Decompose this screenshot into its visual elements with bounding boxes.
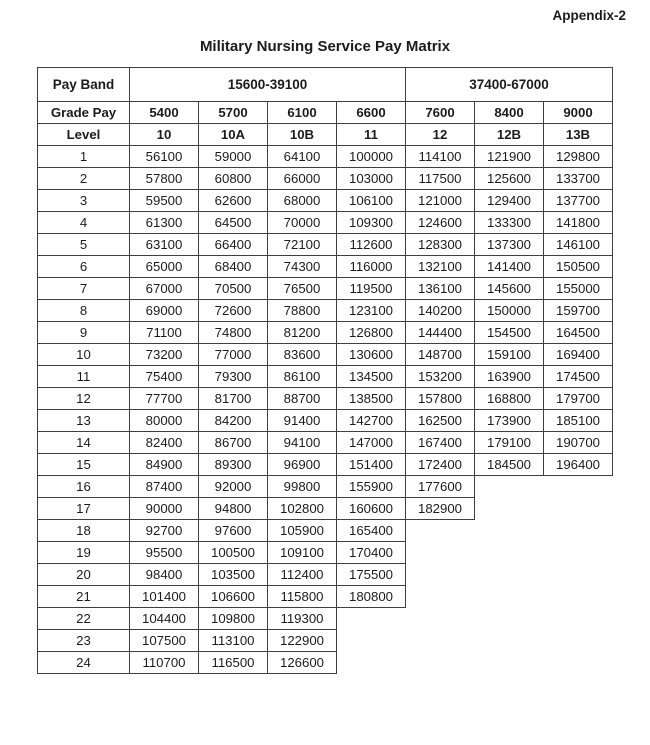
pay-cell: 72600 — [199, 300, 268, 322]
level-column-label: 11 — [337, 124, 406, 146]
empty-cell — [544, 520, 613, 542]
pay-cell: 179700 — [544, 388, 613, 410]
pay-cell: 91400 — [268, 410, 337, 432]
pay-cell: 63100 — [130, 234, 199, 256]
pay-cell: 100500 — [199, 542, 268, 564]
table-row — [38, 454, 613, 476]
pay-cell: 106100 — [337, 190, 406, 212]
pay-cell: 70000 — [268, 212, 337, 234]
pay-cell: 59000 — [199, 146, 268, 168]
pay-cell: 165400 — [337, 520, 406, 542]
pay-cell: 159700 — [544, 300, 613, 322]
pay-cell: 117500 — [406, 168, 475, 190]
level-column-label: 13B — [544, 124, 613, 146]
pay-cell: 170400 — [337, 542, 406, 564]
table-row — [38, 388, 613, 410]
table-row — [38, 630, 613, 652]
empty-cell — [337, 608, 406, 630]
pay-cell: 84200 — [199, 410, 268, 432]
pay-cell: 153200 — [406, 366, 475, 388]
table-row — [38, 498, 613, 520]
pay-cell: 76500 — [268, 278, 337, 300]
grade-pay-value: 6100 — [268, 102, 337, 124]
pay-cell: 150500 — [544, 256, 613, 278]
pay-cell: 147000 — [337, 432, 406, 454]
pay-cell: 86700 — [199, 432, 268, 454]
pay-cell: 95500 — [130, 542, 199, 564]
pay-cell: 164500 — [544, 322, 613, 344]
pay-cell: 132100 — [406, 256, 475, 278]
pay-cell: 172400 — [406, 454, 475, 476]
pay-cell: 57800 — [130, 168, 199, 190]
level-column-label: 12 — [406, 124, 475, 146]
level-cell: 21 — [38, 586, 130, 608]
pay-cell: 173900 — [475, 410, 544, 432]
empty-cell — [406, 564, 475, 586]
pay-cell: 142700 — [337, 410, 406, 432]
pay-cell: 79300 — [199, 366, 268, 388]
pay-cell: 92700 — [130, 520, 199, 542]
level-cell: 16 — [38, 476, 130, 498]
pay-band-header: Pay Band — [38, 68, 130, 102]
pay-cell: 103500 — [199, 564, 268, 586]
table-row — [38, 432, 613, 454]
grade-pay-value: 5400 — [130, 102, 199, 124]
level-cell: 3 — [38, 190, 130, 212]
pay-cell: 62600 — [199, 190, 268, 212]
pay-cell: 150000 — [475, 300, 544, 322]
pay-cell: 121000 — [406, 190, 475, 212]
pay-cell: 115800 — [268, 586, 337, 608]
level-header: Level — [38, 124, 130, 146]
pay-cell: 155000 — [544, 278, 613, 300]
pay-cell: 75400 — [130, 366, 199, 388]
pay-cell: 121900 — [475, 146, 544, 168]
pay-cell: 138500 — [337, 388, 406, 410]
pay-cell: 123100 — [337, 300, 406, 322]
level-cell: 8 — [38, 300, 130, 322]
page-title: Military Nursing Service Pay Matrix — [199, 38, 451, 55]
pay-cell: 81200 — [268, 322, 337, 344]
pay-cell: 109800 — [199, 608, 268, 630]
pay-cell: 106600 — [199, 586, 268, 608]
table-row — [38, 608, 613, 630]
pay-cell: 103000 — [337, 168, 406, 190]
pay-cell: 94100 — [268, 432, 337, 454]
pay-cell: 99800 — [268, 476, 337, 498]
pay-cell: 109300 — [337, 212, 406, 234]
empty-cell — [406, 652, 475, 674]
pay-cell: 107500 — [130, 630, 199, 652]
pay-cell: 102800 — [268, 498, 337, 520]
empty-cell — [475, 498, 544, 520]
table-row — [38, 542, 613, 564]
pay-cell: 145600 — [475, 278, 544, 300]
pay-cell: 96900 — [268, 454, 337, 476]
pay-cell: 174500 — [544, 366, 613, 388]
pay-cell: 141400 — [475, 256, 544, 278]
empty-cell — [544, 608, 613, 630]
level-cell: 13 — [38, 410, 130, 432]
table-row — [38, 322, 613, 344]
empty-cell — [544, 498, 613, 520]
pay-cell: 92000 — [199, 476, 268, 498]
pay-cell: 141800 — [544, 212, 613, 234]
pay-cell: 169400 — [544, 344, 613, 366]
grade-pay-value: 8400 — [475, 102, 544, 124]
pay-cell: 185100 — [544, 410, 613, 432]
pay-cell: 119300 — [268, 608, 337, 630]
table-row — [38, 344, 613, 366]
grade-pay-row — [38, 102, 613, 124]
level-cell: 10 — [38, 344, 130, 366]
level-cell: 17 — [38, 498, 130, 520]
pay-cell: 140200 — [406, 300, 475, 322]
pay-cell: 116500 — [199, 652, 268, 674]
pay-cell: 64100 — [268, 146, 337, 168]
empty-cell — [475, 476, 544, 498]
empty-cell — [475, 564, 544, 586]
level-cell: 18 — [38, 520, 130, 542]
pay-cell: 89300 — [199, 454, 268, 476]
level-column-label: 10A — [199, 124, 268, 146]
pay-cell: 77700 — [130, 388, 199, 410]
pay-cell: 68400 — [199, 256, 268, 278]
empty-cell — [544, 476, 613, 498]
empty-cell — [406, 520, 475, 542]
level-cell: 22 — [38, 608, 130, 630]
pay-cell: 180800 — [337, 586, 406, 608]
pay-cell: 104400 — [130, 608, 199, 630]
pay-cell: 71100 — [130, 322, 199, 344]
pay-table-body — [38, 146, 613, 674]
level-cell: 19 — [38, 542, 130, 564]
pay-cell: 160600 — [337, 498, 406, 520]
table-row — [38, 212, 613, 234]
pay-cell: 128300 — [406, 234, 475, 256]
pay-band-2: 37400-67000 — [406, 68, 613, 102]
empty-cell — [406, 542, 475, 564]
pay-cell: 73200 — [130, 344, 199, 366]
empty-cell — [337, 652, 406, 674]
empty-cell — [475, 608, 544, 630]
empty-cell — [544, 652, 613, 674]
pay-cell: 146100 — [544, 234, 613, 256]
pay-cell: 137300 — [475, 234, 544, 256]
empty-cell — [475, 630, 544, 652]
pay-cell: 83600 — [268, 344, 337, 366]
pay-cell: 126600 — [268, 652, 337, 674]
table-row — [38, 564, 613, 586]
empty-cell — [475, 542, 544, 564]
pay-cell: 136100 — [406, 278, 475, 300]
pay-cell: 60800 — [199, 168, 268, 190]
pay-cell: 94800 — [199, 498, 268, 520]
pay-cell: 155900 — [337, 476, 406, 498]
table-row — [38, 234, 613, 256]
pay-cell: 81700 — [199, 388, 268, 410]
pay-cell: 113100 — [199, 630, 268, 652]
level-cell: 23 — [38, 630, 130, 652]
pay-cell: 74300 — [268, 256, 337, 278]
level-cell: 12 — [38, 388, 130, 410]
table-row — [38, 168, 613, 190]
pay-cell: 101400 — [130, 586, 199, 608]
level-cell: 2 — [38, 168, 130, 190]
pay-cell: 130600 — [337, 344, 406, 366]
pay-band-row — [38, 68, 613, 102]
pay-cell: 144400 — [406, 322, 475, 344]
level-cell: 24 — [38, 652, 130, 674]
pay-cell: 90000 — [130, 498, 199, 520]
table-row — [38, 366, 613, 388]
grade-pay-value: 7600 — [406, 102, 475, 124]
table-row — [38, 586, 613, 608]
level-cell: 1 — [38, 146, 130, 168]
pay-cell: 126800 — [337, 322, 406, 344]
empty-cell — [337, 630, 406, 652]
pay-cell: 66400 — [199, 234, 268, 256]
pay-cell: 74800 — [199, 322, 268, 344]
pay-cell: 137700 — [544, 190, 613, 212]
pay-cell: 67000 — [130, 278, 199, 300]
level-cell: 5 — [38, 234, 130, 256]
level-cell: 9 — [38, 322, 130, 344]
pay-cell: 61300 — [130, 212, 199, 234]
pay-cell: 72100 — [268, 234, 337, 256]
table-row — [38, 300, 613, 322]
grade-pay-value: 6600 — [337, 102, 406, 124]
empty-cell — [544, 586, 613, 608]
pay-cell: 70500 — [199, 278, 268, 300]
pay-cell: 196400 — [544, 454, 613, 476]
pay-cell: 133300 — [475, 212, 544, 234]
pay-cell: 98400 — [130, 564, 199, 586]
table-row — [38, 476, 613, 498]
level-cell: 20 — [38, 564, 130, 586]
pay-cell: 175500 — [337, 564, 406, 586]
table-row — [38, 520, 613, 542]
pay-cell: 114100 — [406, 146, 475, 168]
grade-pay-header: Grade Pay — [38, 102, 130, 124]
level-column-label: 10 — [130, 124, 199, 146]
grade-pay-value: 5700 — [199, 102, 268, 124]
pay-cell: 154500 — [475, 322, 544, 344]
pay-cell: 69000 — [130, 300, 199, 322]
empty-cell — [406, 630, 475, 652]
level-cell: 7 — [38, 278, 130, 300]
pay-cell: 182900 — [406, 498, 475, 520]
pay-cell: 129800 — [544, 146, 613, 168]
pay-cell: 77000 — [199, 344, 268, 366]
pay-cell: 116000 — [337, 256, 406, 278]
pay-cell: 88700 — [268, 388, 337, 410]
pay-matrix-table — [37, 67, 613, 674]
level-cell: 11 — [38, 366, 130, 388]
level-cell: 14 — [38, 432, 130, 454]
level-column-label: 10B — [268, 124, 337, 146]
pay-cell: 119500 — [337, 278, 406, 300]
pay-cell: 168800 — [475, 388, 544, 410]
pay-cell: 184500 — [475, 454, 544, 476]
pay-cell: 82400 — [130, 432, 199, 454]
pay-cell: 110700 — [130, 652, 199, 674]
pay-cell: 68000 — [268, 190, 337, 212]
table-row — [38, 410, 613, 432]
pay-cell: 65000 — [130, 256, 199, 278]
pay-cell: 64500 — [199, 212, 268, 234]
pay-cell: 163900 — [475, 366, 544, 388]
level-cell: 6 — [38, 256, 130, 278]
empty-cell — [475, 520, 544, 542]
pay-cell: 167400 — [406, 432, 475, 454]
pay-cell: 159100 — [475, 344, 544, 366]
pay-cell: 162500 — [406, 410, 475, 432]
empty-cell — [406, 608, 475, 630]
pay-cell: 112400 — [268, 564, 337, 586]
pay-cell: 179100 — [475, 432, 544, 454]
pay-cell: 86100 — [268, 366, 337, 388]
empty-cell — [475, 652, 544, 674]
pay-cell: 56100 — [130, 146, 199, 168]
pay-cell: 122900 — [268, 630, 337, 652]
pay-cell: 129400 — [475, 190, 544, 212]
appendix-label: Appendix-2 — [552, 8, 626, 23]
pay-cell: 151400 — [337, 454, 406, 476]
pay-cell: 109100 — [268, 542, 337, 564]
table-row — [38, 652, 613, 674]
table-row — [38, 190, 613, 212]
table-row — [38, 146, 613, 168]
level-cell: 4 — [38, 212, 130, 234]
pay-cell: 133700 — [544, 168, 613, 190]
level-column-label: 12B — [475, 124, 544, 146]
pay-cell: 100000 — [337, 146, 406, 168]
level-cell: 15 — [38, 454, 130, 476]
pay-cell: 125600 — [475, 168, 544, 190]
pay-cell: 148700 — [406, 344, 475, 366]
pay-cell: 112600 — [337, 234, 406, 256]
pay-cell: 80000 — [130, 410, 199, 432]
empty-cell — [475, 586, 544, 608]
pay-cell: 66000 — [268, 168, 337, 190]
pay-cell: 59500 — [130, 190, 199, 212]
table-row — [38, 256, 613, 278]
level-header-row — [38, 124, 613, 146]
pay-cell: 84900 — [130, 454, 199, 476]
pay-cell: 190700 — [544, 432, 613, 454]
empty-cell — [406, 586, 475, 608]
pay-cell: 157800 — [406, 388, 475, 410]
empty-cell — [544, 630, 613, 652]
pay-cell: 134500 — [337, 366, 406, 388]
table-row — [38, 278, 613, 300]
pay-cell: 87400 — [130, 476, 199, 498]
pay-cell: 78800 — [268, 300, 337, 322]
pay-cell: 105900 — [268, 520, 337, 542]
grade-pay-value: 9000 — [544, 102, 613, 124]
pay-band-1: 15600-39100 — [130, 68, 406, 102]
empty-cell — [544, 564, 613, 586]
pay-cell: 97600 — [199, 520, 268, 542]
pay-cell: 124600 — [406, 212, 475, 234]
empty-cell — [544, 542, 613, 564]
pay-cell: 177600 — [406, 476, 475, 498]
